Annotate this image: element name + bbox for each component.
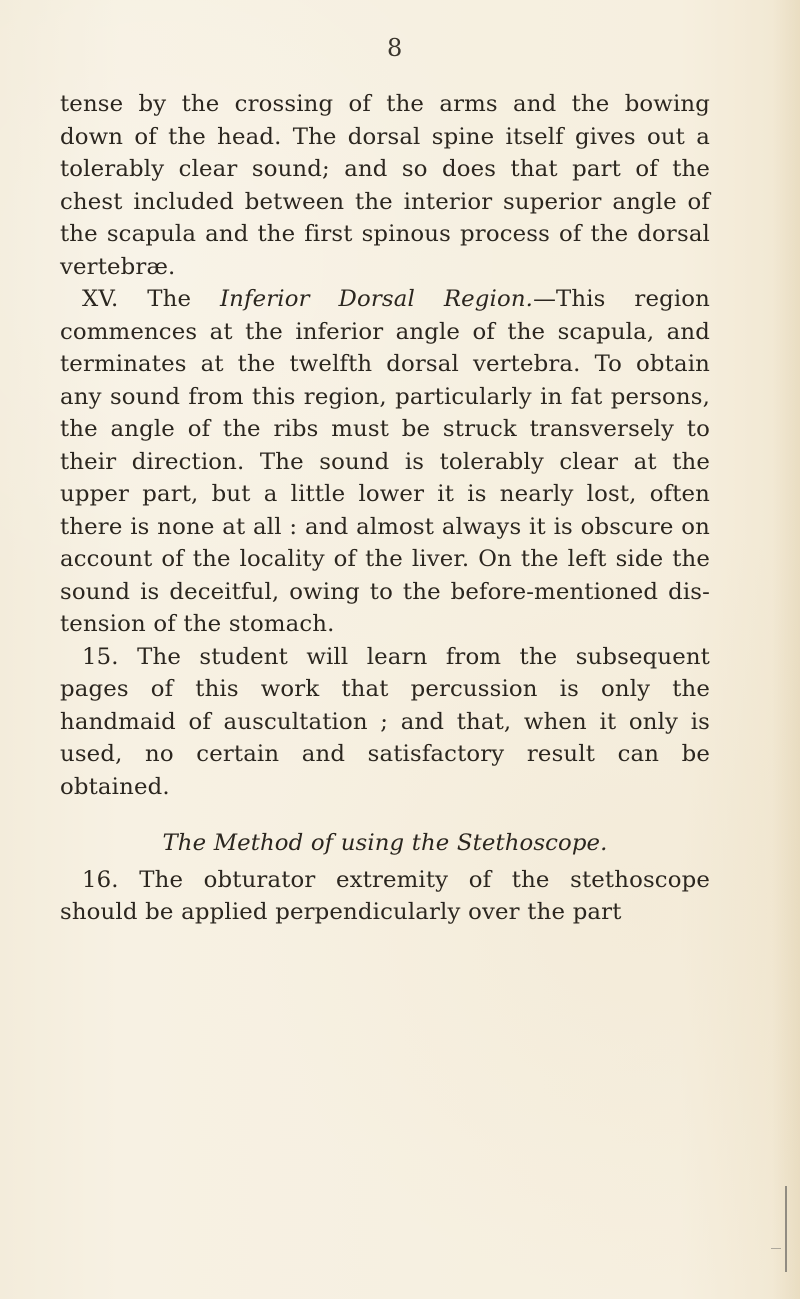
paragraph-4-body: The obturator extremity of the stethoscope should be applied perpendicularly over the part [60,866,710,926]
paragraph-1: tense by the crossing of the arms and the bowing down of the head. The dorsal spine itself gives out a tolerably clear sound; and so does that part of the chest included between the interior superior angle of the scapula and the first spinous process of the dorsal vertebræ. [60,91,710,280]
page-text [60,88,710,929]
page-edge-mark [785,1186,787,1272]
paragraph-2-the: The [147,286,192,313]
paragraph-4-number: 16. [82,866,119,893]
page-number: 8 [387,34,403,62]
section-heading: The Method of using the Stethoscope. [162,830,608,857]
page-edge-tick [771,1248,781,1249]
paragraph-4 [60,864,710,929]
paragraph-3-body: The student will learn from the subsequent pages of this work that percussion is only the handmaid of auscultation ; and that, when it only is used, no certain and satisfactory result can be obtained. [60,643,710,800]
paragraph-3 [60,641,710,804]
paragraph-2-number: XV. [82,286,119,313]
paragraph-2-body: —This region commences at the inferior angle of the scapula, and terminates at the twelfth dorsal vertebra. To obtain any sound from this region, particularly in fat persons, the angle of the ribs must be struck transversely to their direction. The sound is tolerably clear at the upper part, but a little lower it is nearly lost, often there is none at all : and almost always it is obscure on account of the locality of the liver. On the left side the sound is deceitful, owing to the before-mentioned dis-tension of the stomach. [60,286,710,638]
paragraph-3-number: 15. [82,643,119,670]
paragraph-2-title: Inferior Dorsal Region. [220,286,534,313]
paragraph-2 [60,283,710,641]
page-right-edge [772,0,800,1299]
